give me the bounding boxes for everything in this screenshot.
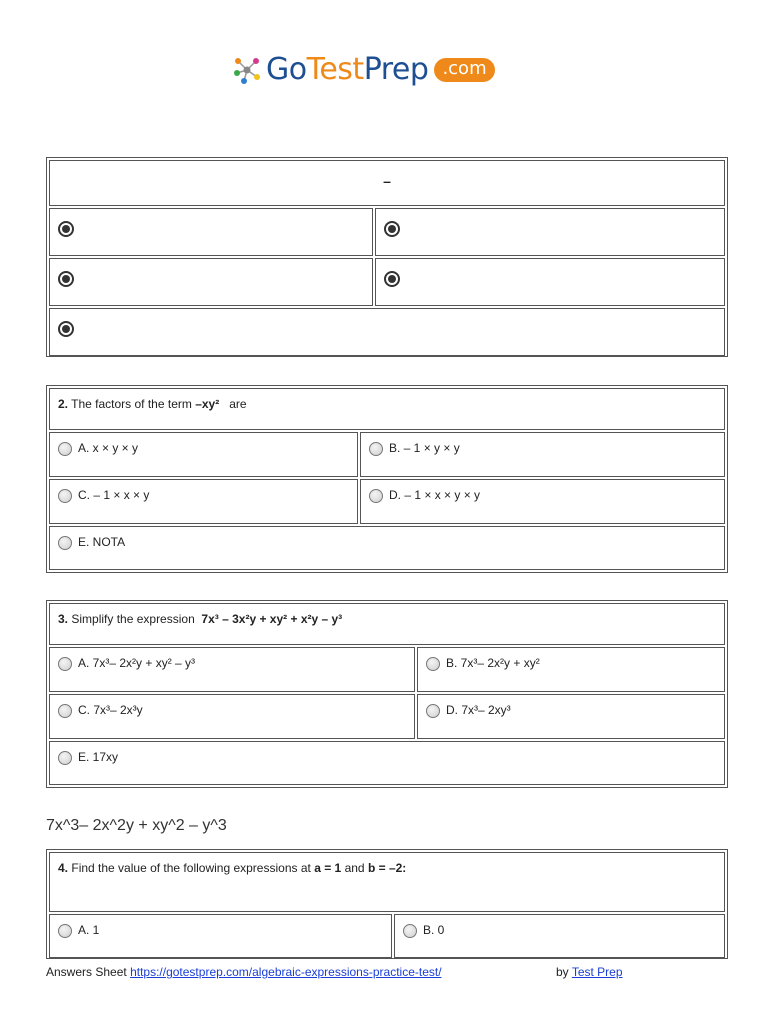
logo-wordmark — [266, 52, 429, 87]
question-3-text: Simplify the expression — [71, 612, 195, 626]
question-3-option-d[interactable] — [417, 694, 725, 739]
option-label: A. 7x³– 2x²y + xy² – y³ — [78, 656, 196, 670]
radio-icon[interactable] — [58, 704, 72, 718]
question-2-number: 2. — [58, 397, 69, 411]
question-4-option-a[interactable] — [49, 914, 392, 958]
option-label: C. 7x³– 2x³y — [78, 703, 143, 717]
answers-sheet-link[interactable]: https://gotestprep.com/algebraic-expressions-practice-test/ — [130, 965, 442, 979]
question-2-term: –xy² — [195, 397, 220, 411]
question-2-option-b[interactable] — [360, 432, 725, 477]
test-prep-link[interactable]: Test Prep — [571, 965, 623, 979]
radio-filled-icon[interactable] — [58, 271, 74, 287]
question-2-option-d[interactable] — [360, 479, 725, 524]
footer — [46, 965, 728, 979]
radio-icon[interactable] — [58, 657, 72, 671]
question-3-option-c[interactable] — [49, 694, 415, 739]
option-label: C. – 1 × x × y — [78, 488, 150, 502]
question-4-a-value: a = 1 — [314, 861, 342, 875]
logo-com-badge: .com — [434, 58, 494, 82]
question-1-option-d[interactable] — [375, 258, 725, 306]
option-label: B. 0 — [423, 923, 445, 937]
logo-prep: Prep — [363, 52, 429, 87]
question-4-header — [49, 852, 725, 912]
option-label: D. – 1 × x × y × y — [389, 488, 481, 502]
radio-icon[interactable] — [403, 924, 417, 938]
radio-icon[interactable] — [58, 442, 72, 456]
gotestprep-logo — [232, 48, 532, 92]
radio-icon[interactable] — [58, 489, 72, 503]
option-label: B. – 1 × y × y — [389, 441, 460, 455]
radio-icon[interactable] — [426, 657, 440, 671]
radio-icon[interactable] — [58, 924, 72, 938]
question-4-text: Find the value of the following expressions at — [71, 861, 311, 875]
question-2-box — [46, 385, 728, 573]
question-1-header — [49, 160, 725, 206]
molecule-logo-icon — [232, 55, 262, 85]
radio-filled-icon[interactable] — [384, 271, 400, 287]
question-4-box — [46, 849, 728, 959]
question-3-header — [49, 603, 725, 645]
radio-icon[interactable] — [369, 442, 383, 456]
option-label: D. 7x³– 2xy³ — [446, 703, 511, 717]
radio-icon[interactable] — [369, 489, 383, 503]
question-3-option-a[interactable] — [49, 647, 415, 692]
logo-test: Test — [306, 52, 364, 87]
question-2-suffix: are — [229, 397, 247, 411]
radio-icon[interactable] — [58, 536, 72, 550]
logo-go: Go — [266, 52, 307, 87]
question-4-and: and — [344, 861, 365, 875]
question-4-option-b[interactable] — [394, 914, 725, 958]
option-label: E. NOTA — [78, 535, 126, 549]
question-3-prompt — [58, 612, 342, 626]
question-3-box — [46, 600, 728, 788]
question-1-option-e[interactable] — [49, 308, 725, 356]
footer-credit — [556, 965, 623, 979]
radio-icon[interactable] — [58, 751, 72, 765]
question-1-option-b[interactable] — [375, 208, 725, 256]
question-4-number: 4. — [58, 861, 69, 875]
answer-note: 7x^3– 2x^2y + xy^2 – y^3 — [46, 817, 227, 834]
option-label: A. 1 — [78, 923, 100, 937]
footer-by: by — [556, 965, 569, 979]
question-3-expression: 7x³ – 3x²y + xy² + x²y – y³ — [201, 612, 343, 626]
question-2-option-c[interactable] — [49, 479, 358, 524]
question-1-option-c[interactable] — [49, 258, 373, 306]
question-2-option-e[interactable] — [49, 526, 725, 570]
radio-filled-icon[interactable] — [384, 221, 400, 237]
option-label: E. 17xy — [78, 750, 119, 764]
question-2-option-a[interactable] — [49, 432, 358, 477]
question-3-number: 3. — [58, 612, 69, 626]
option-label: A. x × y × y — [78, 441, 139, 455]
footer-label: Answers Sheet — [46, 965, 127, 979]
question-3-option-b[interactable] — [417, 647, 725, 692]
radio-filled-icon[interactable] — [58, 321, 74, 337]
question-2-prompt — [58, 397, 247, 411]
question-2-text: The factors of the term — [71, 397, 192, 411]
radio-filled-icon[interactable] — [58, 221, 74, 237]
question-1-box — [46, 157, 728, 357]
option-label: B. 7x³– 2x²y + xy² — [446, 656, 540, 670]
question-3-option-e[interactable] — [49, 741, 725, 785]
question-1-option-a[interactable] — [49, 208, 373, 256]
question-1-text: – — [383, 173, 391, 189]
radio-icon[interactable] — [426, 704, 440, 718]
question-2-header — [49, 388, 725, 430]
question-4-b-value: b = –2: — [367, 861, 407, 875]
question-4-prompt — [58, 861, 406, 875]
